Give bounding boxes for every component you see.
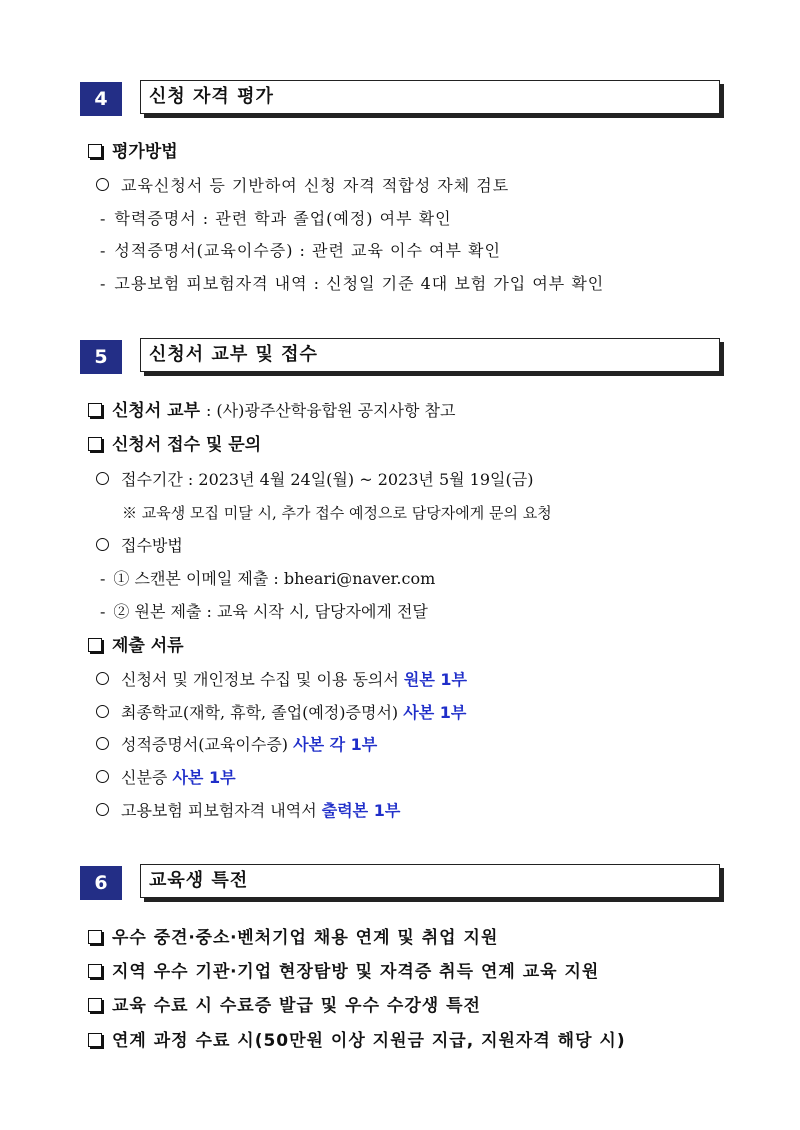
document-item-text: 신청서 및 개인정보 수집 및 이용 동의서 [121,670,399,689]
receipt-period-text: 접수기간 : 2023년 4월 24일(월) ~ 2023년 5월 19일(금) [121,470,534,489]
evaluation-sub-item [100,208,452,230]
checkbox-square-icon [88,930,102,944]
section-5-title: 신청서 교부 및 접수 [149,344,318,365]
evaluation-sub-item [100,273,604,295]
checkbox-square-icon [88,964,102,978]
document-item-qty: 출력본 1부 [321,801,401,820]
circle-bullet-icon [96,803,109,816]
benefit-item-text: 우수 중견‧중소‧벤처기업 채용 연계 및 취업 지원 [112,928,499,948]
benefit-item [88,927,498,949]
evaluation-sub-item-text: 성적증명서(교육이수증) : 관련 교육 이수 여부 확인 [114,241,501,260]
evaluation-method-heading [88,141,178,163]
evaluation-item-text: 교육신청서 등 기반하여 신청 자격 적합성 자체 검토 [121,176,510,195]
circle-bullet-icon [96,178,109,191]
distribution-heading [88,400,455,422]
benefit-item [88,961,599,983]
benefit-item-text: 교육 수료 시 수료증 발급 및 우수 수강생 특전 [112,996,481,1016]
dash-bullet: - [100,602,106,621]
dash-bullet: - [100,241,107,260]
evaluation-method-heading-text: 평가방법 [112,142,178,162]
section-6-title-box [140,864,720,898]
section-6-title: 교육생 특전 [149,870,249,891]
document-item [96,734,377,756]
checkbox-square-icon [88,437,102,451]
distribution-label: 신청서 교부 [112,401,201,421]
section-6-header [80,864,724,902]
section-5-header [80,338,724,376]
dash-bullet: - [100,569,106,588]
document-item [96,669,467,691]
benefit-item [88,995,481,1017]
receipt-period [96,469,533,491]
benefit-item-text: 연계 과정 수료 시(50만원 이상 지원금 지급, 지원자격 해당 시) [112,1031,626,1051]
checkbox-square-icon [88,638,102,652]
document-item-text: 고용보험 피보험자격 내역서 [121,801,317,820]
dash-bullet: - [100,274,107,293]
document-item [96,702,466,724]
circle-bullet-icon [96,770,109,783]
evaluation-sub-item [100,240,501,262]
evaluation-sub-item-text: 학력증명서 : 관련 학과 졸업(예정) 여부 확인 [114,209,452,228]
receipt-heading-text: 신청서 접수 및 문의 [112,435,262,455]
receipt-note: ※ 교육생 모집 미달 시, 추가 접수 예정으로 담당자에게 문의 요청 [122,504,552,522]
receipt-method-item-text: ② 원본 제출 : 교육 시작 시, 담당자에게 전달 [113,602,428,621]
document-item-qty: 사본 각 1부 [293,735,378,754]
documents-heading-text: 제출 서류 [112,636,184,656]
receipt-method-item-text: ① 스캔본 이메일 제출 : bheari@naver.com [113,569,436,588]
circle-bullet-icon [96,538,109,551]
documents-heading [88,635,184,657]
section-5-number: 5 [80,340,122,374]
document-item-qty: 사본 1부 [403,703,467,722]
document-item-qty: 원본 1부 [403,670,467,689]
circle-bullet-icon [96,672,109,685]
document-item-text: 신분증 [121,768,168,787]
document-item [96,767,236,789]
checkbox-square-icon [88,1033,102,1047]
document-item-text: 최종학교(재학, 휴학, 졸업(예정)증명서) [121,703,399,722]
benefit-item-text: 지역 우수 기관‧기업 현장탐방 및 자격증 취득 연계 교육 지원 [112,962,600,982]
section-4-header [80,80,724,118]
receipt-heading [88,434,261,456]
dash-bullet: - [100,209,107,228]
circle-bullet-icon [96,472,109,485]
checkbox-square-icon [88,403,102,417]
section-6-number: 6 [80,866,122,900]
section-4-title: 신청 자격 평가 [149,86,274,107]
benefit-item [88,1030,626,1052]
section-4-number: 4 [80,82,122,116]
circle-bullet-icon [96,705,109,718]
receipt-method-text: 접수방법 [121,536,183,555]
receipt-method [96,535,183,557]
section-4-title-box [140,80,720,114]
document-item-qty: 사본 1부 [172,768,236,787]
receipt-method-item [100,568,435,590]
document-item [96,800,400,822]
checkbox-square-icon [88,998,102,1012]
checkbox-square-icon [88,144,102,158]
distribution-text: : (사)광주산학융합원 공지사항 참고 [205,401,456,420]
document-item-text: 성적증명서(교육이수증) [121,735,289,754]
circle-bullet-icon [96,737,109,750]
evaluation-item [96,175,509,197]
evaluation-sub-item-text: 고용보험 피보험자격 내역 : 신청일 기준 4대 보험 가입 여부 확인 [114,274,605,293]
receipt-method-item [100,601,428,623]
section-5-title-box [140,338,720,372]
